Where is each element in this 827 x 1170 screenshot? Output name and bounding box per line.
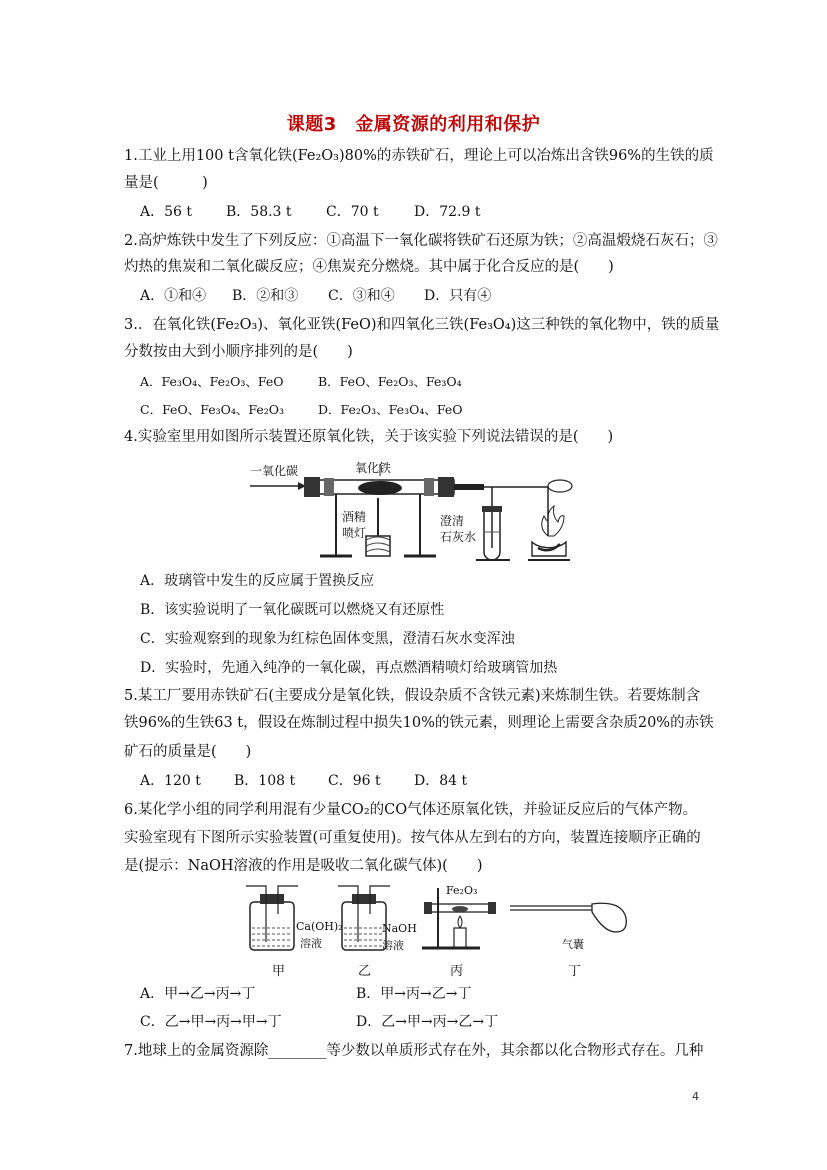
- q3-option-c: C．FeO、Fe₃O₄、Fe₂O₃: [140, 402, 285, 417]
- q2-option-b: B．②和③: [232, 288, 299, 304]
- q6-option-a: A．甲→乙→丙→丁: [140, 986, 256, 1002]
- q1-option-a: A．56 t: [140, 204, 193, 220]
- q6-line2: 实验室现有下图所示实验装置(可重复使用)。按气体从左到右的方向，装置连接顺序正确的: [124, 830, 701, 846]
- q1-option-d: D．72.9 t: [414, 204, 481, 220]
- q1-option-b: B．58.3 t: [226, 204, 292, 220]
- fig2-label-caoh2: Ca(OH)₂: [296, 920, 343, 933]
- q5-option-c: C．96 t: [328, 773, 381, 789]
- fig1-label-lamp-1: 酒精: [342, 510, 367, 524]
- q2-line1: 2.高炉炼铁中发生了下列反应：①高温下一氧化碳将铁矿石还原为铁；②高温煅烧石灰石；③: [124, 233, 718, 249]
- q3-option-d: D．Fe₂O₃、Fe₃O₄、FeO: [318, 402, 463, 417]
- fig2-label-bag: 气囊: [562, 938, 584, 951]
- q3-option-b: B．FeO、Fe₂O₃、Fe₃O₄: [318, 374, 462, 389]
- q6-option-c: C．乙→甲→丙→甲→丁: [140, 1014, 282, 1030]
- q5-line3: 矿石的质量是( ): [124, 744, 252, 760]
- q6-line1: 6.某化学小组的同学利用混有少量CO₂的CO气体还原氧化铁，并验证反应后的气体产物。: [124, 802, 698, 818]
- q4-option-c: C．实验观察到的现象为红棕色固体变黑，澄清石灰水变浑浊: [140, 631, 515, 647]
- q1-line2: 量是( ): [124, 175, 208, 191]
- fig2-label-fe2o3: Fe₂O₃: [446, 884, 478, 897]
- q4-option-b: B．该实验说明了一氧化碳既可以燃烧又有还原性: [140, 602, 445, 618]
- q6-option-d: D．乙→甲→丙→乙→丁: [356, 1014, 499, 1030]
- q2-line2: 灼热的焦炭和二氧化碳反应；④焦炭充分燃烧。其中属于化合反应的是( ): [124, 259, 614, 275]
- q5-option-b: B．108 t: [234, 773, 296, 789]
- fig1-label-co: 一氧化碳: [250, 464, 299, 478]
- co-reduction-apparatus-figure: [248, 452, 588, 570]
- q5-option-d: D．84 t: [414, 773, 468, 789]
- q2-option-a: A．①和④: [140, 288, 207, 304]
- q5-option-a: A．120 t: [140, 773, 201, 789]
- page-title: 课题3 金属资源的利用和保护: [286, 114, 541, 135]
- fig2-label-bing: 丙: [450, 964, 464, 979]
- page-number: 4: [692, 1090, 699, 1103]
- q1-option-c: C．70 t: [326, 204, 379, 220]
- q6-line3: 是(提示：NaOH溶液的作用是吸收二氧化碳气体)( ): [124, 858, 483, 874]
- fig1-label-lamp-2: 喷灯: [342, 526, 367, 540]
- q4-option-d: D．实验时，先通入纯净的一氧化碳，再点燃酒精喷灯给玻璃管加热: [140, 660, 558, 676]
- q6-option-b: B．甲→丙→乙→丁: [356, 986, 472, 1002]
- q4-option-a: A．玻璃管中发生的反应属于置换反应: [140, 573, 375, 589]
- q2-option-c: C．③和④: [328, 288, 395, 304]
- fig2-label-naoh-solution: 溶液: [382, 939, 404, 952]
- q5-line2: 铁96%的生铁63 t，假设在炼制过程中损失10%的铁元素，则理论上需要含杂质20%的赤铁: [124, 715, 714, 731]
- fig2-label-naoh: NaOH: [382, 922, 417, 935]
- q2-option-d: D．只有④: [424, 288, 492, 304]
- q3-option-a: A．Fe₃O₄、Fe₂O₃、FeO: [140, 374, 284, 389]
- q7-line1: 7.地球上的金属资源除________等少数以单质形式存在外，其余都以化合物形式存在。几种: [124, 1043, 704, 1059]
- q5-line1: 5.某工厂要用赤铁矿石(主要成分是氧化铁，假设杂质不含铁元素)来炼制生铁。若要炼制含: [124, 688, 701, 704]
- q1-line1: 1.工业上用100 t含氧化铁(Fe₂O₃)80%的赤铁矿石，理论上可以冶炼出含铁96%的生铁的质: [124, 148, 714, 164]
- fig2-label-ding: 丁: [568, 964, 582, 979]
- fig2-label-caoh2-solution: 溶液: [300, 937, 322, 950]
- q3-line1: 3.．在氧化铁(Fe₂O₃)、氧化亚铁(FeO)和四氧化三铁(Fe₃O₄)这三种铁的氧化物中，铁的质量: [124, 317, 720, 333]
- fig1-label-fe2o3: 氧化铁: [355, 461, 392, 475]
- q3-line2: 分数按由大到小顺序排列的是( ): [124, 344, 353, 360]
- fig2-label-yi: 乙: [358, 964, 372, 979]
- fig1-label-lime-1: 澄清: [440, 514, 465, 528]
- q4-line1: 4.实验室里用如图所示装置还原氧化铁，关于该实验下列说法错误的是( ): [124, 429, 614, 445]
- fig1-label-lime-2: 石灰水: [440, 530, 477, 544]
- fig2-label-jia: 甲: [272, 964, 286, 979]
